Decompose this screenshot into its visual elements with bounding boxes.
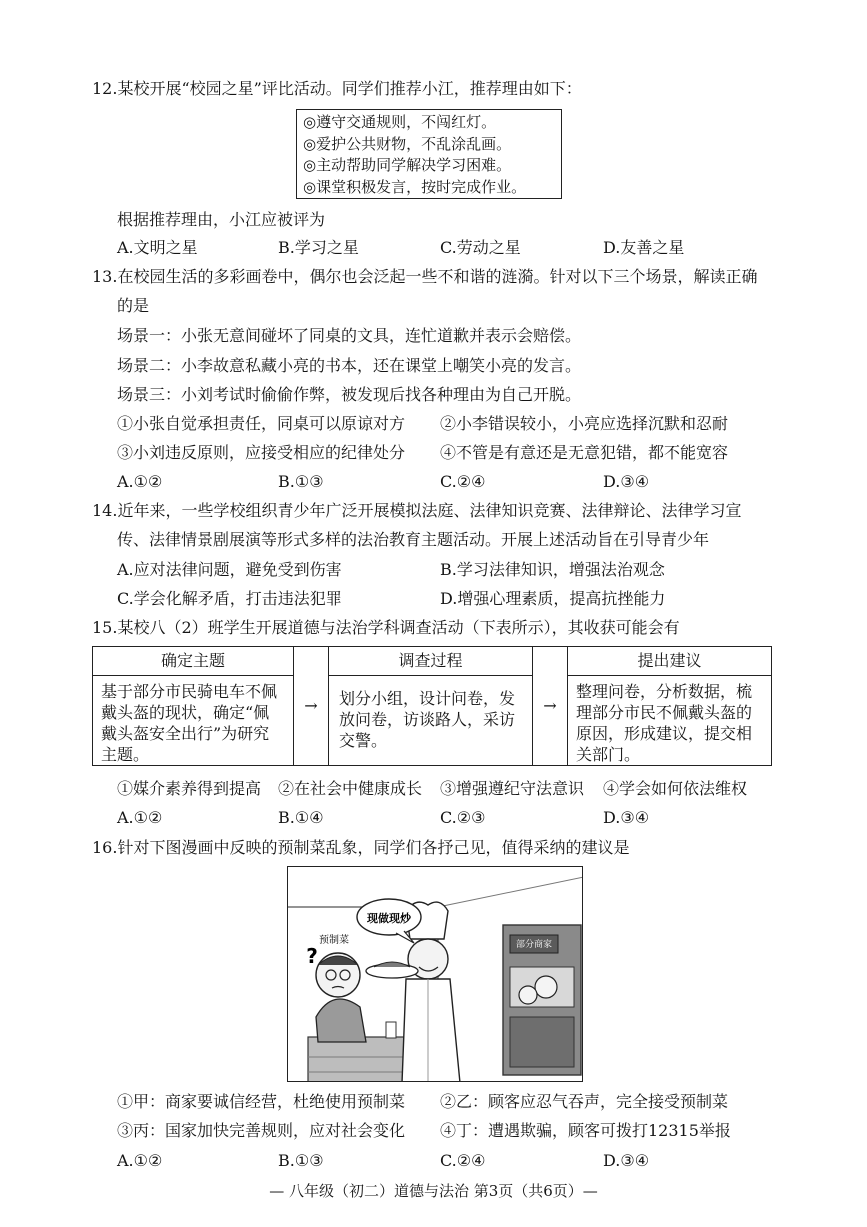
q13-stem: 13.在校园生活的多彩画卷中，偶尔也会泛起一些不和谐的涟漪。针对以下三个场景，解读正确 [92, 267, 758, 286]
q13-statement: ④不管是有意还是无意犯错，都不能宽容 [440, 443, 729, 462]
q14-option-b: B.学习法律知识，增强法治观念 [440, 560, 665, 579]
q12-stem: 12.某校开展“校园之星”评比活动。同学们推荐小江，推荐理由如下： [92, 79, 582, 98]
q13-statement: ①小张自觉承担责任，同桌可以原谅对方 [117, 414, 406, 433]
q14-stem-cont: 传、法律情景剧展演等形式多样的法治教育主题活动。开展上述活动旨在引导青少年 [117, 530, 710, 549]
q13-option-c: C.②④ [440, 472, 486, 491]
q13-option-a: A.①② [117, 472, 163, 491]
q15-box-body: 整理问卷，分析数据，梳 理部分市民不佩戴头盔的 原因，形成建议，提交相 关部门。 [576, 682, 753, 764]
q12-option-a: A.文明之星 [117, 238, 198, 257]
q14-stem: 14.近年来，一些学校组织青少年广泛开展模拟法庭、法律知识竞赛、法律辩论、法律学习宣 [92, 501, 742, 520]
q13-scene: 场景二：小李故意私藏小亮的书本，还在课堂上嘲笑小亮的发言。 [117, 356, 582, 375]
q15-stem: 15.某校八（2）班学生开展道德与法治学科调查活动（下表所示），其收获可能会有 [92, 618, 680, 637]
question-mark-icon: ? [306, 944, 318, 968]
q13-option-b: B.①③ [278, 472, 324, 491]
q16-option-a: A.①② [117, 1151, 163, 1170]
page-footer: — 八年级（初二）道德与法治 第3页（共6页）— [269, 1182, 598, 1200]
plate-label: 预制菜 [319, 935, 349, 946]
q15-box-process [328, 646, 533, 766]
q12-reasons-box [296, 109, 562, 199]
right-arrow-icon: → [533, 646, 567, 766]
q15-box-topic [92, 646, 294, 766]
q15-statement: ①媒介素养得到提高 [117, 779, 262, 798]
q15-box-head: 提出建议 [568, 647, 771, 676]
q15-option-d: D.③④ [603, 808, 650, 827]
q15-flow-table [92, 646, 772, 766]
q15-statement: ④学会如何依法维权 [603, 779, 748, 798]
q16-stem: 16.针对下图漫画中反映的预制菜乱象，同学们各抒己见，值得采纳的建议是 [92, 838, 630, 857]
q16-option-d: D.③④ [603, 1151, 650, 1170]
q12-question: 根据推荐理由，小江应被评为 [117, 210, 326, 229]
q15-box-body: 划分小组，设计问卷，发 放问卷，访谈路人，采访 交警。 [339, 689, 516, 750]
q13-option-d: D.③④ [603, 472, 650, 491]
bubble-text: 现做现炒 [367, 912, 411, 925]
q16-option-b: B.①③ [278, 1151, 324, 1170]
q12-reason: ◎课堂积极发言，按时完成作业。 [303, 177, 527, 196]
q15-statement: ②在社会中健康成长 [278, 779, 423, 798]
q15-box-head: 调查过程 [329, 647, 532, 676]
q12-reason: ◎遵守交通规则，不闯红灯。 [303, 113, 497, 131]
q15-statement: ③增强遵纪守法意识 [440, 779, 585, 798]
q14-option-a: A.应对法律问题，避免受到伤害 [117, 560, 342, 579]
q15-option-b: B.①④ [278, 808, 324, 827]
q12-option-c: C.劳动之星 [440, 238, 521, 257]
cartoon-illustration [288, 867, 583, 1082]
q12-reason: ◎爱护公共财物，不乱涂乱画。 [303, 134, 512, 153]
q14-option-c: C.学会化解矛盾，打击违法犯罪 [117, 589, 342, 608]
q13-statement: ②小李错误较小，小亮应选择沉默和忍耐 [440, 414, 729, 433]
q16-cartoon [287, 866, 583, 1082]
q13-scene: 场景三：小刘考试时偷偷作弊，被发现后找各种理由为自己开脱。 [117, 385, 582, 404]
shop-sign-text: 部分商家 [515, 940, 553, 950]
q15-option-c: C.②③ [440, 808, 486, 827]
q15-box-body: 基于部分市民骑电车不佩 戴头盔的现状，确定“佩 戴头盔安全出行”为研究 主题。 [101, 682, 278, 764]
q12-reason: ◎主动帮助同学解决学习困难。 [303, 156, 512, 174]
right-arrow-icon: → [294, 646, 328, 766]
q16-option-c: C.②④ [440, 1151, 486, 1170]
q12-option-d: D.友善之星 [603, 238, 685, 257]
q16-statement: ④丁：遭遇欺骗，顾客可拨打12315举报 [440, 1121, 731, 1140]
q13-stem-cont: 的是 [117, 296, 150, 315]
q16-statement: ①甲：商家要诚信经营，杜绝使用预制菜 [117, 1092, 406, 1111]
q15-box-suggestion [567, 646, 772, 766]
q16-statement: ②乙：顾客应忍气吞声，完全接受预制菜 [440, 1092, 729, 1111]
q15-option-a: A.①② [117, 808, 163, 827]
q13-scene: 场景一：小张无意间碰坏了同桌的文具，连忙道歉并表示会赔偿。 [117, 326, 582, 345]
q16-statement: ③丙：国家加快完善规则，应对社会变化 [117, 1121, 406, 1140]
q12-option-b: B.学习之星 [278, 238, 359, 257]
q13-statement: ③小刘违反原则，应接受相应的纪律处分 [117, 443, 406, 462]
q15-box-head: 确定主题 [93, 647, 293, 676]
q14-option-d: D.增强心理素质，提高抗挫能力 [440, 589, 666, 608]
